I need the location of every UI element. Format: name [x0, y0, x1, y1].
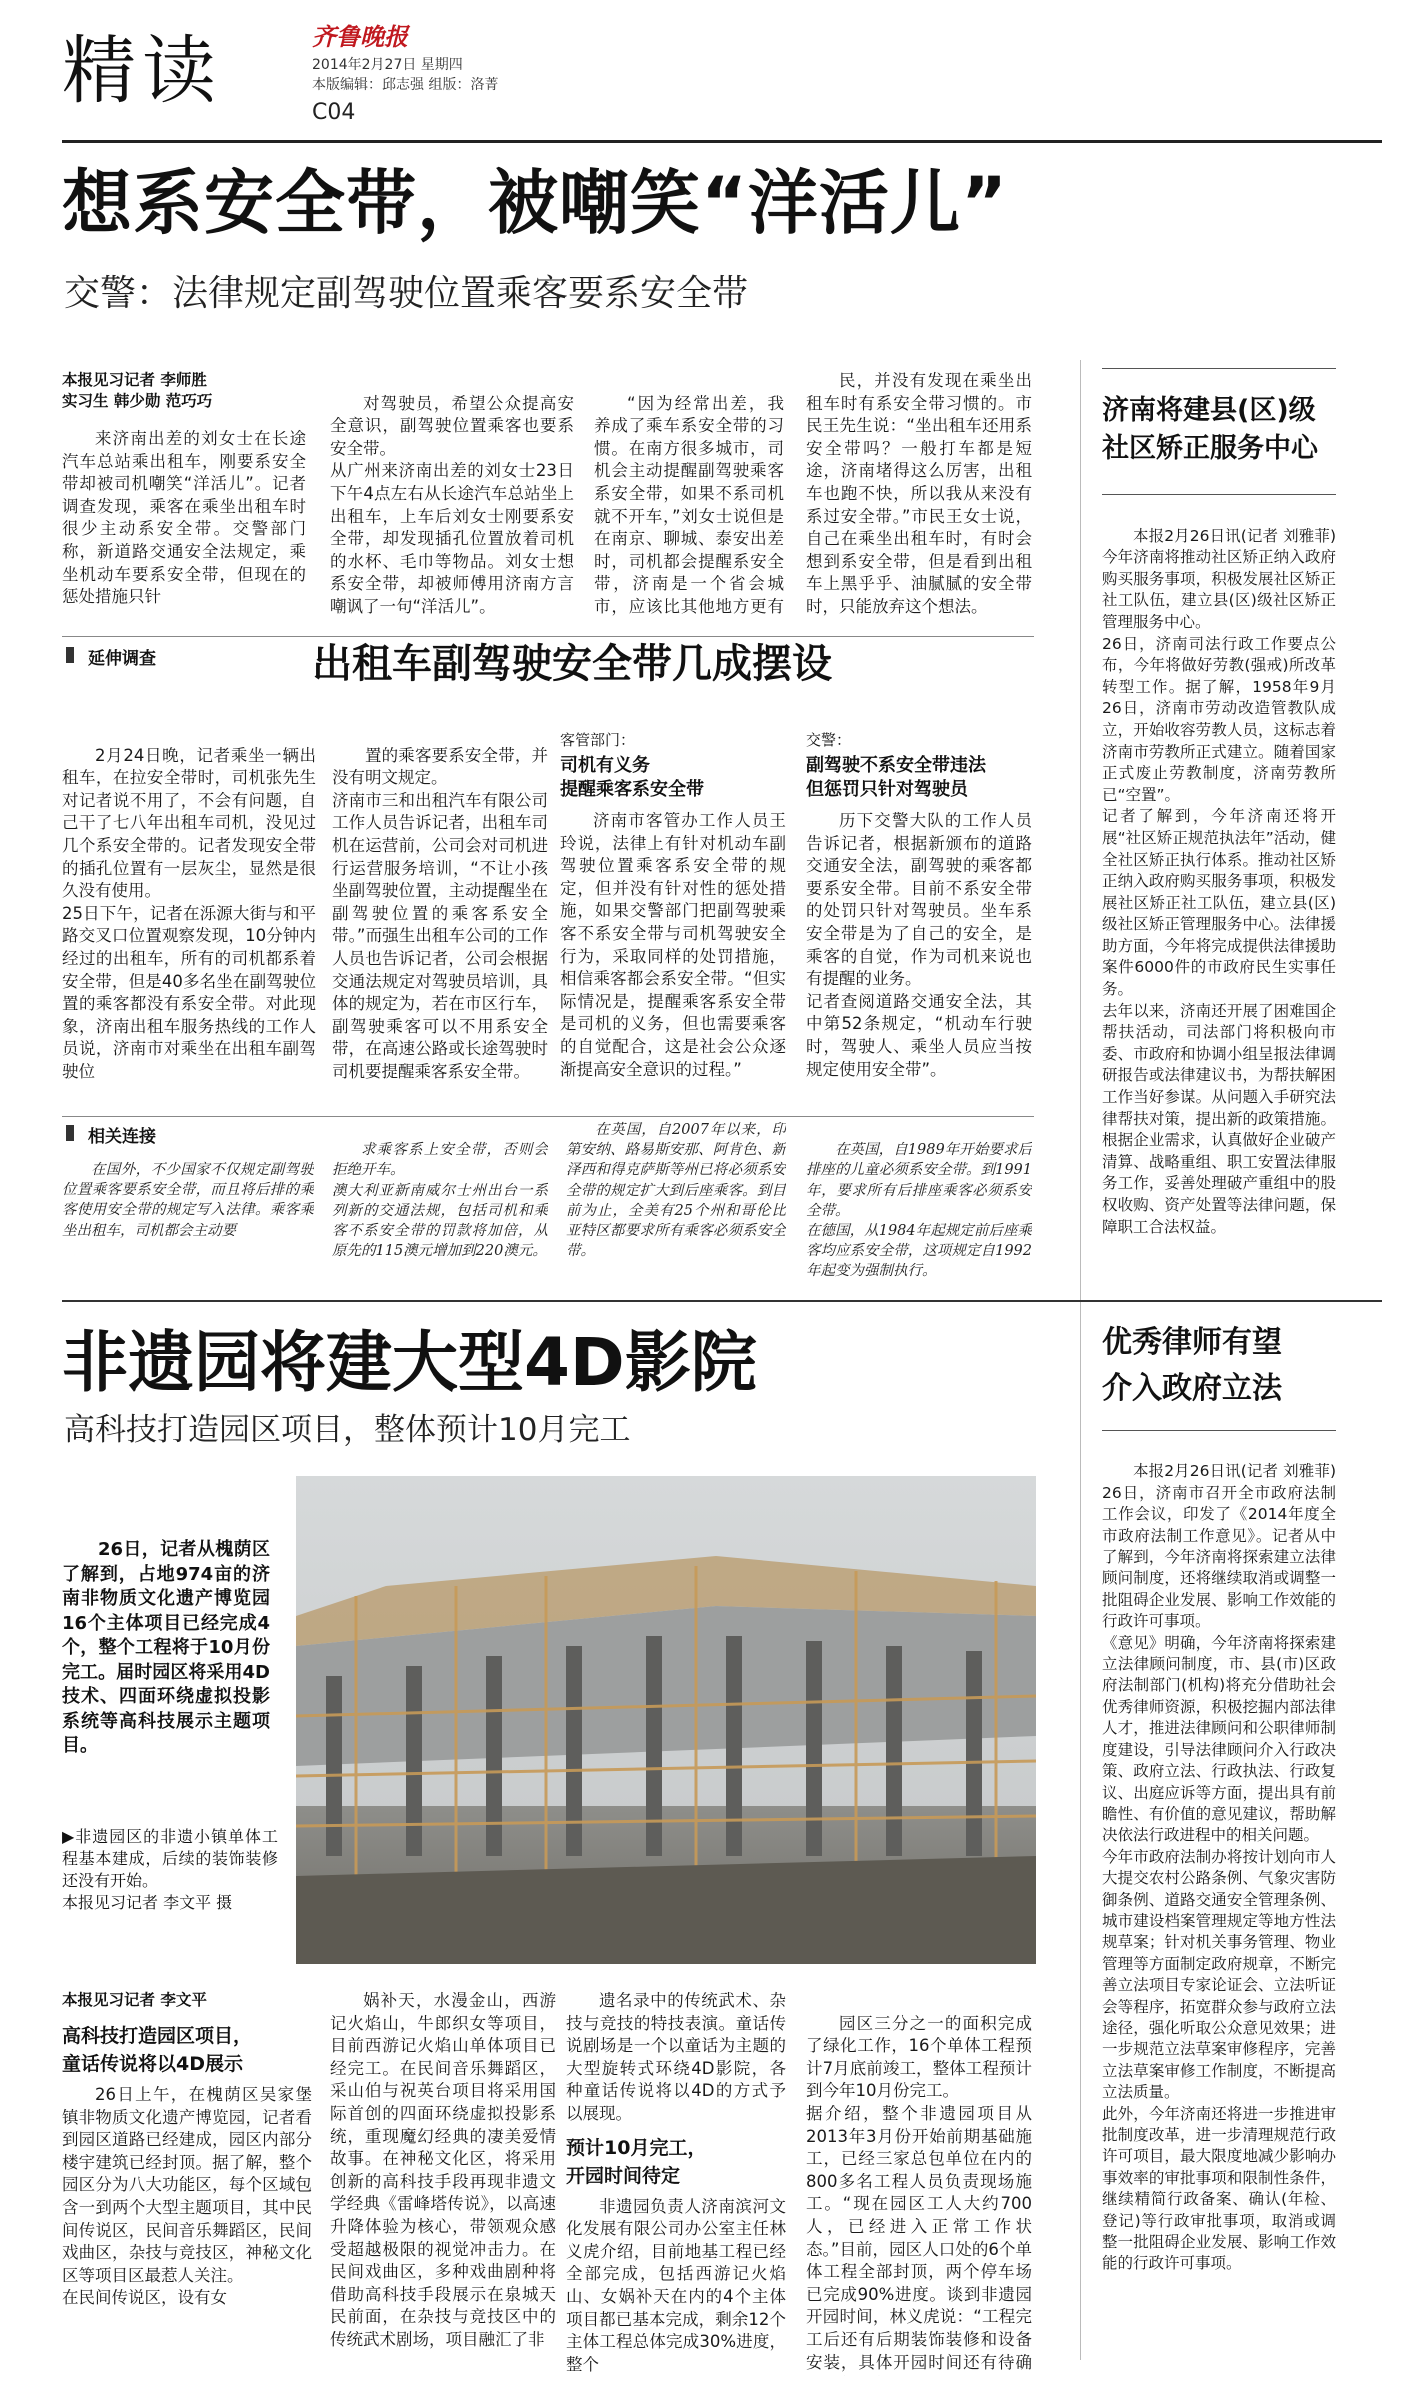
story2-headline: 出租车副驾驶安全带几成摆设: [312, 641, 832, 687]
issue-date: 2014年2月27日 星期四: [312, 57, 463, 73]
sidebar-divider: [1080, 360, 1081, 2360]
sidebar2-text: 本报2月26日讯(记者 刘雅菲) 26日，济南市召开全市政府法制工作会议，印发了《2014年度全市政府法制工作意见》。记者从中了解到，今年济南将探索建立法律顾问制度，还将继续取消或调整一批阻碍企业发展、影响工作效能的行政许可事项。 《意见》明确，今年济南将探索建立法律顾问制度，市、县(市)区政府法制部门(机构)将充分借助社会优秀律师资源，积极挖掘内部法律人才，推进法律顾问和公职律师制度建设，引导法律顾问介入行政决策、政府立法、行政执法、行政复议、出庭应诉等方面，提出具有前瞻性、有价值的意见建议，帮助解决依法行政进程中的相关问题。 今年市政府法制办将按计划向市人大提交农村公路条例、气象灾害防御条例、道路交通安全管理条例、城市建设档案管理规定等地方性法规草案；针对机关事务管理、物业管理等方面制定政府规章，不断完善立法项目专家论证会、立法听证会等程序，拓宽群众参与政府立法途径，强化听取公众意见效果；进一步规范立法草案审修程序，完善立法草案审修工作制度，不断提高立法质量。 此外，今年济南还将进一步推进审批制度改革，进一步清理规范行政许可项目，最大限度地减少影响办事效率的审批事项和限制性条件，继续精简行政备案、确认(年检、登记)等行政审批事项，取消或调整一批阻碍企业发展、影响工作效能的行政许可事项。: [1102, 1462, 1336, 2273]
story2-col4-subhead: 交警：: [806, 731, 852, 749]
sidebar1-title-line: 社区矫正服务中心: [1102, 433, 1318, 464]
story1-col2: [330, 370, 574, 620]
story4-headline: 非遗园将建大型4D影院: [62, 1324, 757, 1401]
story4-col1: [62, 2022, 312, 2376]
story4-byline: 本报见习记者 李文平: [62, 1991, 207, 2009]
construction-photo: [296, 1476, 1036, 1964]
story3-col2: [332, 1120, 548, 1290]
page-editors: 本版编辑：邱志强 组版：洛菁: [312, 77, 499, 93]
photo-caption: [62, 1826, 278, 1914]
story2-col1-text: 2月24日晚，记者乘坐一辆出租车，在拉安全带时，司机张先生对记者说不用了，不会有问题，自己干了七八年出租车司机，没见过几个系安全带的。记者发现安全带的插孔位置有一层灰尘，显然是很久没有使用。 25日下午，记者在泺源大街与和平路交叉口位置观察发现，10分钟内经过的出租车，所有的司机都系着安全带，但是40多名坐在副驾驶位置的乘客都没有系安全带。对此现象，济南出租车服务热线的工作人员说，济南市对乘坐在出租车副驾驶位: [62, 745, 316, 1081]
story4-col2-text: 娲补天，水漫金山，西游记火焰山，牛郎织女等项目，目前西游记火焰山单体项目已经完工。在民间音乐舞蹈区，采山伯与祝英台项目将采用国际首创的四面环绕虚拟投影系统，重现魔幻经典的凄美爱情故事。在神秘文化区，将采用创新的高科技手段再现非遗文学经典《雷峰塔传说》，以高速升降体验为核心，带领观众感受超越极限的视觉冲击力。在民间戏曲区，多种戏曲剧种将借助高科技手段展示在泉城天民前面，在杂技与竞技区中的传统武术剧场，项目融汇了非: [330, 1991, 556, 2349]
story4-col3-subhead: 开园时间待定: [566, 2164, 681, 2187]
story1-headline: 想系安全带，被嘲笑“洋活儿”: [62, 162, 1009, 244]
sidebar2-title-line: 介入政府立法: [1102, 1371, 1282, 1406]
story4-subhead: 高科技打造园区项目，整体预计10月完工: [64, 1412, 631, 1448]
story3-col1-text: 在国外，不少国家不仅规定副驾驶位置乘客要系安全带，而且将后排的乘客使用安全带的规定写入法律。乘客乘坐出租车，司机都会主动要: [62, 1162, 314, 1239]
photo-credit: 本报见习记者 李文平 摄: [62, 1893, 233, 1912]
story2-col3-subhead: 提醒乘客系安全带: [560, 779, 704, 800]
story2-col3: [560, 730, 786, 1110]
story4-rule: [62, 1300, 1382, 1302]
story1-subhead: 交警：法律规定副驾驶位置乘客要系安全带: [64, 273, 749, 314]
story2-col2: [332, 722, 548, 1110]
story3-col4-text: 在英国，自1989年开始要求后排座的儿童必须系安全带。到1991年，要求所有后排座乘客必须系安全带。 在德国，从1984年起规定前后座乘客均应系安全带，这项规定自1992年起变为强制执行。: [806, 1142, 1032, 1280]
story4-col1-subhead: 童话传说将以4D展示: [62, 2053, 243, 2075]
story3-tag: 相关连接: [66, 1122, 156, 1147]
story4-col4-text: 园区三分之一的面积完成了绿化工作，16个单体工程预计7月底前竣工，整体工程预计到今年10月份完工。 据介绍，整个非遗园项目从2013年3月份开始前期基础施工，已经三家总包单位在内的800多名工程人员负责现场施工。“现在园区工人大约700人，已经进入正常工作状态。”目前，园区人口处的6个单体工程全部封顶，两个停车场已完成90%进度。谈到非遗园开园时间，林义虎说：“工程完工后还有后期装饰装修和设备安装，具体开园时间还有待确: [806, 2013, 1032, 2372]
sidebar2-body: [1102, 1440, 1336, 2376]
story4-col1-text: 26日上午，在槐荫区吴家堡镇非物质文化遗产博览园，记者看到园区道路已经建成，园区内部分楼宇建筑已经封顶。据了解，整个园区分为八大功能区，每个区域包含一到两个大型主题项目，其中民间传说区，民间音乐舞蹈区，民间戏曲区，杂技与竞技区，神秘文化区等项目区最惹人关注。 在民间传说区，设有女: [62, 2085, 312, 2308]
story4-col1-subhead: 高科技打造园区项目，: [62, 2025, 253, 2047]
story1-byline: [62, 370, 302, 412]
sidebar1-body: [1102, 504, 1336, 1286]
byline-reporter: 本报见习记者 李师胜: [62, 371, 207, 389]
story2-col4-body: [806, 810, 1032, 1081]
story4-col3b-text: 非遗园负责人济南滨河文化发展有限公司办公室主任林义虎介绍，目前地基工程已经全部完成，包括西游记火焰山、女娲补天在内的4个主体项目都已基本完成，剩余12个主体工程总体完成30%进度，整个: [566, 2196, 786, 2374]
masthead-rule: [62, 140, 1382, 143]
sidebar1-rule-mid: [1102, 494, 1336, 495]
story3-col4: [806, 1120, 1032, 1290]
sidebar2-rule: [1102, 1430, 1336, 1431]
story2-col4: [806, 730, 1032, 1110]
story4-col1-body: [62, 2084, 312, 2310]
sidebar1-title-line: 济南将建县(区)级: [1102, 395, 1316, 426]
story2-col1: [62, 722, 316, 1110]
story4-lead-text: 26日，记者从槐荫区了解到，占地974亩的济南非物质文化遗产博览园16个主体项目已经完成4个，整个工程将于10月份完工。届时园区将采用4D技术、四面环绕虚拟投影系统等高科技展示主题项目。: [62, 1539, 270, 1756]
story4-col2: [330, 1990, 556, 2376]
story2-col4-text: 历下交警大队的工作人员告诉记者，根据新颁布的道路交通安全法，副驾驶的乘客都要系安全带。目前不系安全带的处罚只针对驾驶员。坐车系安全带是为了自己的安全，是乘客的自觉，作为司机来说也有提醒的业务。 记者查阅道路交通安全法，其中第52条规定，“机动车行驶时，驾驶人、乘坐人员应当按规定使用安全带”。: [806, 811, 1032, 1079]
story3-col1: [62, 1160, 314, 1290]
story2-tag: 延伸调查: [66, 644, 156, 669]
story2-col3-body: [560, 810, 786, 1081]
story2-col3-subhead: 客管部门：: [560, 731, 636, 749]
story3-rule: [62, 1116, 1034, 1117]
sidebar1-title: [1102, 392, 1392, 468]
story1-col4: [806, 370, 1032, 620]
story1-col3: [594, 370, 784, 620]
story2-col3-subhead: 司机有义务: [560, 755, 650, 776]
sidebar1-rule-top: [1102, 368, 1336, 369]
story1-col4-text: 民，并没有发现在乘坐出租车时有系安全带习惯的。市民王先生说：“坐出租车还用系安全带吗？一般打车都是短途，济南堵得这么厉害，出租车也跑不快，所以我从来没有系过安全带。”市民王女士说，自己在乘坐出租车时，有时会想到系安全带，但是看到出租车上黑乎乎、油腻腻的安全带时，只能放弃这个想法。: [806, 371, 1032, 616]
story3-col3: [566, 1120, 786, 1290]
story1-col1-text: 来济南出差的刘女士在长途汽车总站乘出租车，刚要系安全带却被司机嘲笑“洋活儿”。记者调查发现，乘客在乘坐出租车时很少主动系安全带。交警部门称，新道路交通安全法规定，乘坐机动车要系安全带，但现在的惩处措施只针: [62, 429, 306, 607]
story1-col3-text: “因为经常出差，我养成了乘车系安全带的习惯。在南方很多城市，司机会主动提醒副驾驶乘客系安全带，如果不系司机就不开车，”刘女士说但是在南京、聊城、泰安出差时，司机都会提醒系安全带，济南是一个省会城市，应该比其他地方更有: [594, 393, 784, 616]
story2-col4-subhead: 副驾驶不系安全带违法: [806, 755, 986, 776]
photo-caption-text: ▶非遗园区的非遗小镇单体工程基本建成，后续的装饰装修还没有开始。: [62, 1827, 278, 1890]
brand-logo: 齐鲁晚报: [312, 22, 408, 51]
story2-col2-text: 置的乘客要系安全带，并没有明文规定。 济南市三和出租汽车有限公司工作人员告诉记者，出租车司机在运营前，公司会对司机进行运营服务培训，“不让小孩坐副驾驶位置，主动提醒坐在副驾驶位置的乘客系安全带。”而强生出租车公司的工作人员也告诉记者，公司会根据交通法规定对驾驶员培训，具体的规定为，若在市区行车，副驾驶乘客可以不用系安全带，在高速公路或长途驾驶时司机要提醒乘客系安全带。: [332, 745, 548, 1081]
byline-interns: 实习生 韩少勋 范巧巧: [62, 392, 213, 410]
sidebar1-text: 本报2月26日讯(记者 刘雅菲) 今年济南将推动社区矫正纳入政府购买服务事项，积极发展社区矫正社工队伍，建立县(区)级社区矫正管理服务中心。 26日，济南司法行政工作要点公布，今年将做好劳教(强戒)所改革转型工作。据了解，1958年9月26日，济南市劳动改造管教队成立，开始收容劳教人员，这标志着济南市劳教所正式建立。随着国家正式废止劳教制度，济南劳教所已“空置”。 记者了解到，今年济南还将开展“社区矫正规范执法年”活动，健全社区矫正执行体系。推动社区矫正纳入政府购买服务事项，积极发展社区矫正社工队伍，建立县(区)级社区矫正管理服务中心。法律援助方面，今年将完成提供法律援助案件6000件的市政府民生实事任务。 去年以来，济南还开展了困难国企帮扶活动，司法部门将积极向市委、市政府和协调小组呈报法律调研报告或法律建议书，为帮扶解困工作当好参谋。从问题入手研究法律帮扶对策，提出新的政策措施。根据企业需求，认真做好企业破产清算、战略重组、职工安置法律服务工作，妥善处理破产重组中的股权收购、资产处置等法律问题，保障职工合法权益。: [1102, 526, 1336, 1236]
page-number: C04: [312, 100, 356, 125]
story1-col1: [62, 428, 306, 618]
sidebar2-title: [1102, 1320, 1392, 1412]
story1-col2-text: 对驾驶员，希望公众提高安全意识，副驾驶位置乘客也要系安全带。 从广州来济南出差的刘女士23日下午4点左右从长途汽车总站坐上出租车，上车后刘女士刚要系安全带，却发现插孔位置放着司机的水杯、毛巾等物品。刘女士想系安全带，却被师傅用济南方言嘲讽了一句“洋活儿”。: [330, 393, 574, 616]
story4-col3b-body: [566, 2196, 786, 2376]
story2-col4-subhead: 但惩罚只针对驾驶员: [806, 779, 968, 800]
sidebar2-title-line: 优秀律师有望: [1102, 1325, 1282, 1360]
story4-col4: [806, 1990, 1032, 2376]
story4-col3: [566, 1990, 786, 2376]
story4-col3-subhead: 预计10月完工，: [566, 2136, 707, 2159]
story4-lead: [62, 1538, 270, 1758]
story4-col3-body: [566, 1990, 786, 2126]
story3-col3-text: 在英国，自2007年以来，印第安纳、路易斯安那、阿肯色、新泽西和得克萨斯等州已将必须系安全带的规定扩大到后座乘客。到目前为止，全美有25个州和哥伦比亚特区都要求所有乘客必须系安全带。: [566, 1122, 786, 1260]
story4-col3-text: 遗名录中的传统武术、杂技与竞技的特技表演。童话传说剧场是一个以童话为主题的大型旋转式环绕4D影院，各种童话传说将以4D的方式予以展现。: [566, 1991, 786, 2123]
photo-illustration: [296, 1476, 1036, 1964]
story2-col3-text: 济南市客管办工作人员王玲说，法律上有针对机动车副驾驶位置乘客系安全带的规定，但并没有针对性的惩处措施，如果交警部门把副驾驶乘客不系安全带与司机驾驶安全行为，采取同样的处罚措施，相信乘客都会系安全带。“但实际情况是，提醒乘客系安全带是司机的义务，但也需要乘客的自觉配合，这是社会公众逐渐提高安全意识的过程。”: [560, 811, 786, 1079]
story3-col2-text: 求乘客系上安全带，否则会拒绝开车。 澳大利亚新南威尔士州出台一系列新的交通法规，包括司机和乘客不系安全带的罚款将加倍，从原先的115澳元增加到220澳元。: [332, 1142, 548, 1260]
section-title: 精读: [62, 28, 222, 114]
